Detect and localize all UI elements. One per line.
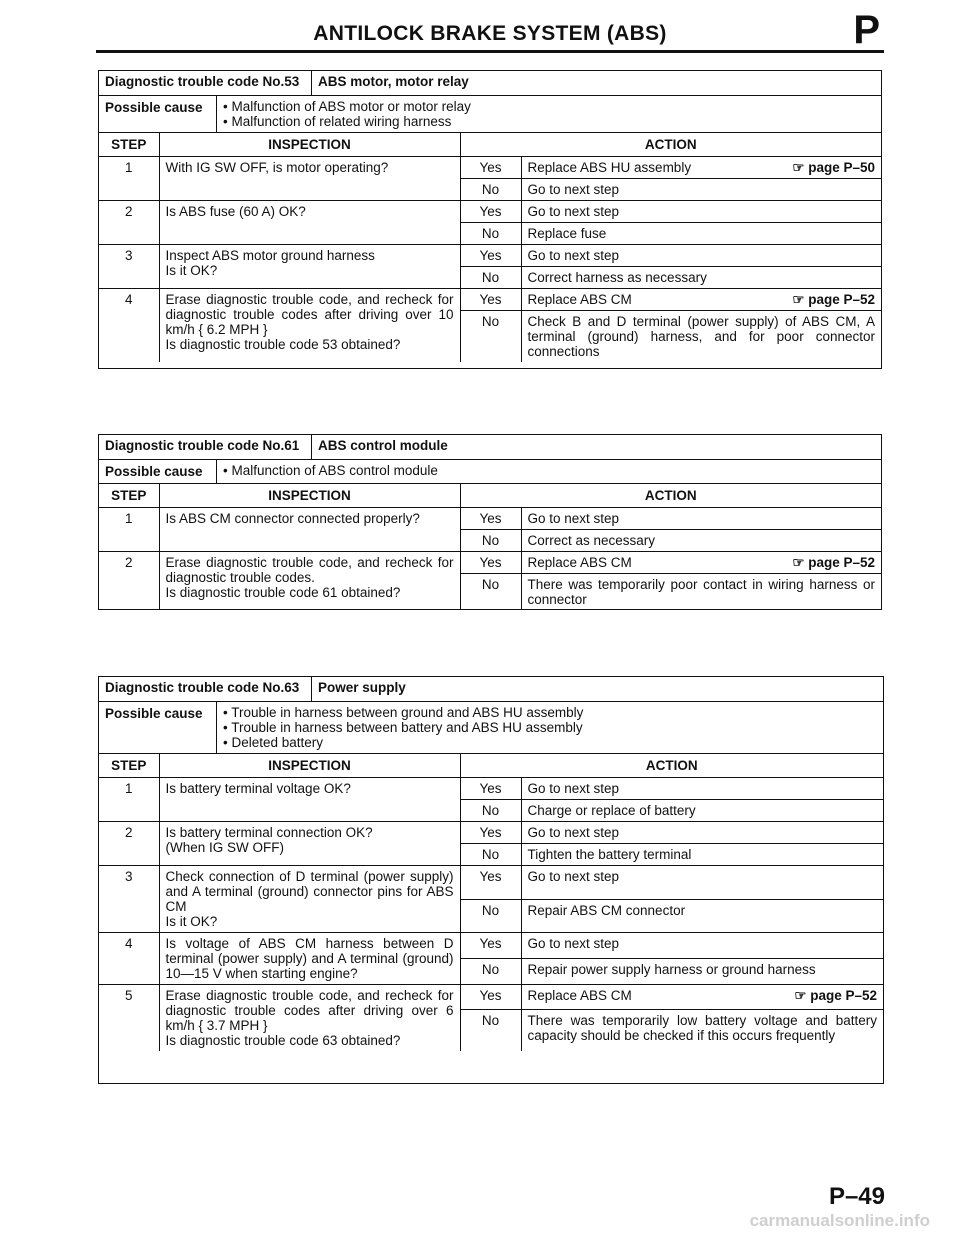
- column-header-action: ACTION: [460, 484, 881, 508]
- no-action-text: Check B and D terminal (power supply) of ABS CM, A terminal (ground) harness, and for poor connector connections: [527, 314, 875, 359]
- dtc-table: [98, 676, 884, 1084]
- answer-no: No: [460, 1010, 521, 1052]
- possible-cause-item: • Malfunction of ABS control module: [223, 463, 438, 478]
- yes-action-text: Go to next step: [527, 781, 620, 796]
- answer-no: No: [460, 844, 521, 866]
- dtc-subject: ABS motor, motor relay: [318, 74, 469, 89]
- no-action: [521, 844, 883, 866]
- answer-yes: Yes: [460, 933, 521, 959]
- answer-no: No: [460, 574, 521, 611]
- inspection-text: Is battery terminal voltage OK?: [159, 778, 460, 822]
- column-header-action: ACTION: [460, 133, 881, 157]
- yes-action: [521, 552, 881, 574]
- dtc-code-label: Diagnostic trouble code No.53: [99, 71, 312, 95]
- answer-no: No: [460, 959, 521, 985]
- yes-action-text: Replace ABS CM: [527, 555, 632, 570]
- step-row: [99, 985, 883, 1010]
- page-title: ANTILOCK BRAKE SYSTEM (ABS): [313, 22, 667, 45]
- no-action-text: Correct as necessary: [527, 533, 656, 548]
- step-number: 1: [99, 778, 159, 822]
- column-header-step: STEP: [99, 133, 159, 157]
- column-header-action: ACTION: [460, 754, 883, 778]
- possible-cause-item: • Deleted battery: [223, 735, 583, 750]
- no-action-text: Go to next step: [527, 182, 620, 197]
- no-action: [521, 267, 881, 289]
- dtc-code-label: Diagnostic trouble code No.63: [99, 677, 312, 701]
- dtc-subject: ABS control module: [318, 438, 448, 453]
- dtc-subject: Power supply: [318, 680, 406, 695]
- no-action-text: Replace fuse: [527, 226, 607, 241]
- no-action-text: Repair ABS CM connector: [527, 902, 686, 918]
- answer-yes: Yes: [460, 822, 521, 844]
- inspection-text: With IG SW OFF, is motor operating?: [159, 157, 460, 201]
- possible-cause-list: [217, 702, 589, 753]
- no-action-text: Tighten the battery terminal: [527, 847, 692, 862]
- possible-cause-row: [99, 702, 883, 754]
- inspection-text: Is voltage of ABS CM harness between D terminal (power supply) and A terminal (ground) 10—15 V when starting engine?: [159, 933, 460, 985]
- step-number: 4: [99, 289, 159, 363]
- inspection-table: [99, 133, 881, 362]
- no-action-text: There was temporarily poor contact in wiring harness or connector: [527, 577, 875, 607]
- inspection-text: Erase diagnostic trouble code, and recheck for diagnostic trouble codes after driving over 6 km/h { 3.7 MPH } Is diagnostic trouble code 63 obtained?: [159, 985, 460, 1052]
- inspection-text: Is ABS fuse (60 A) OK?: [159, 201, 460, 245]
- yes-action: [521, 508, 881, 530]
- no-action: [521, 899, 883, 933]
- yes-action-text: Replace ABS CM: [527, 292, 632, 307]
- possible-cause-list: [217, 460, 444, 483]
- column-header-inspection: INSPECTION: [159, 754, 460, 778]
- answer-no: No: [460, 800, 521, 822]
- yes-action: [521, 245, 881, 267]
- step-row: [99, 866, 883, 900]
- no-action: [521, 574, 881, 611]
- answer-yes: Yes: [460, 157, 521, 179]
- yes-action: [521, 933, 883, 959]
- dtc-code-label: Diagnostic trouble code No.61: [99, 435, 312, 459]
- page-reference: ☞ page P–52: [792, 555, 875, 570]
- step-number: 1: [99, 508, 159, 552]
- yes-action-text: Replace ABS HU assembly: [527, 160, 692, 175]
- dtc-table: [98, 70, 882, 369]
- yes-action: [521, 866, 883, 900]
- possible-cause-label: Possible cause: [99, 96, 217, 132]
- step-row: [99, 157, 881, 179]
- step-number: 2: [99, 552, 159, 611]
- answer-yes: Yes: [460, 201, 521, 223]
- code-header-row: [99, 435, 881, 460]
- step-number: 1: [99, 157, 159, 201]
- inspection-text: Is ABS CM connector connected properly?: [159, 508, 460, 552]
- yes-action: [521, 201, 881, 223]
- no-action: [521, 179, 881, 201]
- no-action: [521, 800, 883, 822]
- step-row: [99, 933, 883, 959]
- step-row: [99, 201, 881, 223]
- code-header-row: [99, 71, 881, 96]
- page-header: [96, 8, 884, 53]
- section-letter: P: [853, 8, 880, 52]
- yes-action-text: Go to next step: [527, 936, 620, 951]
- answer-no: No: [460, 530, 521, 552]
- possible-cause-item: • Malfunction of related wiring harness: [223, 114, 471, 129]
- yes-action: [521, 157, 881, 179]
- yes-action: [521, 289, 881, 311]
- step-row: [99, 552, 881, 574]
- answer-no: No: [460, 311, 521, 363]
- answer-no: No: [460, 223, 521, 245]
- page-reference: ☞ page P–50: [792, 160, 875, 175]
- step-number: 4: [99, 933, 159, 985]
- yes-action-text: Go to next step: [527, 204, 620, 219]
- step-row: [99, 778, 883, 800]
- inspection-text: Erase diagnostic trouble code, and recheck for diagnostic trouble codes. Is diagnostic trouble code 61 obtained?: [159, 552, 460, 611]
- answer-no: No: [460, 899, 521, 933]
- yes-action: [521, 778, 883, 800]
- yes-action: [521, 822, 883, 844]
- inspection-text: Erase diagnostic trouble code, and recheck for diagnostic trouble codes after driving over 10 km/h { 6.2 MPH } Is diagnostic trouble code 53 obtained?: [159, 289, 460, 363]
- answer-yes: Yes: [460, 508, 521, 530]
- possible-cause-item: • Trouble in harness between battery and ABS HU assembly: [223, 720, 583, 735]
- possible-cause-row: [99, 460, 881, 484]
- no-action-text: Repair power supply harness or ground harness: [527, 962, 816, 977]
- inspection-text: Is battery terminal connection OK? (When IG SW OFF): [159, 822, 460, 866]
- no-action: [521, 1010, 883, 1052]
- answer-no: No: [460, 179, 521, 201]
- inspection-text: Inspect ABS motor ground harness Is it OK?: [159, 245, 460, 289]
- inspection-table: [99, 754, 883, 1051]
- page-reference: ☞ page P–52: [794, 988, 877, 1003]
- possible-cause-row: [99, 96, 881, 133]
- no-action-text: Correct harness as necessary: [527, 270, 707, 285]
- yes-action: [521, 985, 883, 1010]
- watermark: carmanualsonline.info: [749, 1211, 930, 1230]
- column-header-step: STEP: [99, 754, 159, 778]
- step-number: 2: [99, 201, 159, 245]
- yes-action-text: Go to next step: [527, 869, 620, 884]
- possible-cause-item: • Trouble in harness between ground and ABS HU assembly: [223, 705, 583, 720]
- column-header-step: STEP: [99, 484, 159, 508]
- answer-yes: Yes: [460, 778, 521, 800]
- answer-yes: Yes: [460, 245, 521, 267]
- column-header-inspection: INSPECTION: [159, 133, 460, 157]
- no-action: [521, 311, 881, 363]
- yes-action-text: Go to next step: [527, 511, 620, 526]
- column-header-inspection: INSPECTION: [159, 484, 460, 508]
- answer-yes: Yes: [460, 985, 521, 1010]
- yes-action-text: Replace ABS CM: [527, 988, 632, 1003]
- no-action-text: Charge or replace of battery: [527, 803, 696, 818]
- inspection-text: Check connection of D terminal (power supply) and A terminal (ground) connector pins for ABS CM Is it OK?: [159, 866, 460, 933]
- no-action-text: There was temporarily low battery voltage and battery capacity should be checked if this occurs frequently: [527, 1013, 877, 1043]
- dtc-table: [98, 434, 882, 610]
- no-action: [521, 223, 881, 245]
- answer-yes: Yes: [460, 866, 521, 900]
- step-number: 5: [99, 985, 159, 1052]
- page-reference: ☞ page P–52: [792, 292, 875, 307]
- possible-cause-label: Possible cause: [99, 460, 217, 483]
- answer-no: No: [460, 267, 521, 289]
- step-number: 2: [99, 822, 159, 866]
- no-action: [521, 959, 883, 985]
- step-number: 3: [99, 245, 159, 289]
- no-action: [521, 530, 881, 552]
- page-number: P–49: [828, 1183, 885, 1210]
- step-row: [99, 289, 881, 311]
- answer-yes: Yes: [460, 552, 521, 574]
- code-header-row: [99, 677, 883, 702]
- possible-cause-list: [217, 96, 477, 132]
- inspection-table: [99, 484, 881, 610]
- yes-action-text: Go to next step: [527, 248, 620, 263]
- yes-action-text: Go to next step: [527, 825, 620, 840]
- step-row: [99, 245, 881, 267]
- possible-cause-item: • Malfunction of ABS motor or motor relay: [223, 99, 471, 114]
- step-row: [99, 822, 883, 844]
- answer-yes: Yes: [460, 289, 521, 311]
- possible-cause-label: Possible cause: [99, 702, 217, 753]
- step-row: [99, 508, 881, 530]
- step-number: 3: [99, 866, 159, 933]
